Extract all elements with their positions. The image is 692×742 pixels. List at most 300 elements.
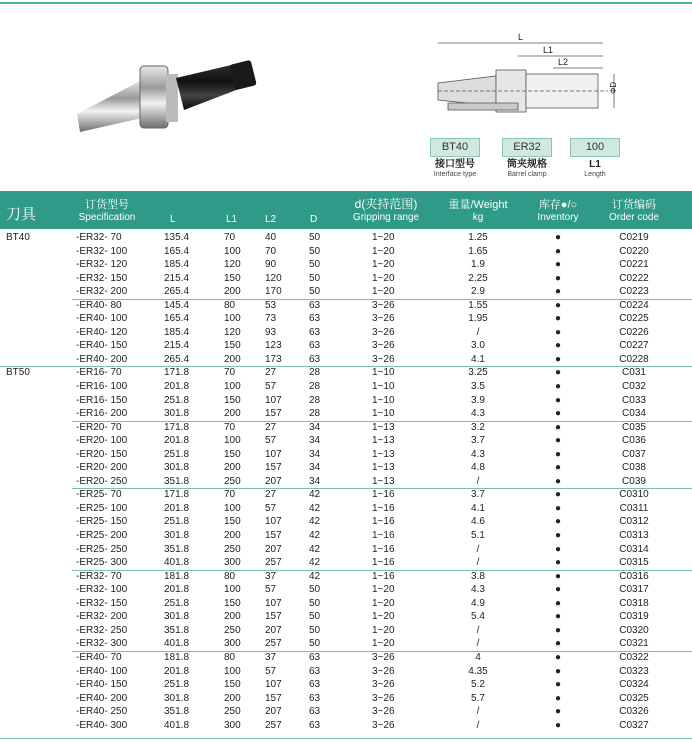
cell-L2: 107 (265, 394, 282, 406)
cell-code: C0312 (619, 516, 649, 528)
cell-code: C034 (622, 408, 646, 420)
cell-L1: 300 (224, 557, 241, 569)
cell-L1: 100 (224, 245, 241, 257)
cell-L1: 300 (224, 638, 241, 650)
cell-grip: 1~10 (372, 394, 395, 406)
cell-code: C0327 (619, 719, 649, 731)
cell-L: 301.8 (164, 611, 190, 623)
cell-inv: ● (554, 679, 562, 691)
cell-D: 50 (309, 245, 321, 257)
cell-L: 171.8 (164, 489, 190, 501)
top-rule (0, 2, 692, 4)
cell-grip: 1~10 (372, 408, 395, 420)
cell-grip: 1~16 (372, 557, 395, 569)
cell-L: 301.8 (164, 692, 190, 704)
table-row (0, 705, 692, 719)
cell-wt: 4.8 (471, 462, 485, 474)
cell-spec: -ER40- 80 (76, 299, 122, 311)
cell-L1: 70 (224, 489, 236, 501)
cell-code: C0322 (619, 651, 649, 663)
cell-wt: 3.9 (471, 394, 485, 406)
table-row (0, 421, 692, 435)
cell-wt: 1.95 (468, 313, 488, 325)
table-row (0, 719, 692, 733)
cell-L2: 157 (265, 611, 282, 623)
cell-inv: ● (554, 421, 562, 433)
cell-L2: 57 (265, 584, 277, 596)
table-row (0, 272, 692, 286)
table-row (0, 556, 692, 570)
dimension-diagram (418, 28, 628, 128)
cell-spec: -ER32- 250 (76, 624, 128, 636)
cell-L1: 200 (224, 408, 241, 420)
cell-wt: / (476, 557, 480, 569)
table-row (0, 299, 692, 313)
cell-code: C0323 (619, 665, 649, 677)
cell-spec: -ER20- 100 (76, 435, 128, 447)
cell-D: 63 (309, 679, 321, 691)
cell-L: 301.8 (164, 462, 190, 474)
cell-L1: 150 (224, 448, 241, 460)
table-row (0, 637, 692, 651)
cell-grip: 3~26 (372, 651, 395, 663)
cell-L: 351.8 (164, 706, 190, 718)
cell-L: 251.8 (164, 394, 190, 406)
cell-L1: 250 (224, 475, 241, 487)
cell-spec: -ER20- 70 (76, 421, 122, 433)
cell-inv: ● (554, 557, 562, 569)
cell-D: 63 (309, 692, 321, 704)
cell-L1: 250 (224, 543, 241, 555)
cell-code: C0219 (619, 232, 649, 243)
table-row (0, 651, 692, 665)
cell-L1: 200 (224, 462, 241, 474)
cell-inv: ● (554, 313, 562, 325)
cell-inv: ● (554, 232, 562, 243)
cell-spec: -ER40- 300 (76, 719, 128, 731)
cell-code: C0311 (619, 502, 649, 514)
cell-spec: -ER32- 100 (76, 584, 128, 596)
cell-inv: ● (554, 611, 562, 623)
cell-L2: 57 (265, 381, 277, 393)
cell-L2: 107 (265, 597, 282, 609)
cell-wt: 3.7 (471, 489, 485, 501)
cell-L2: 157 (265, 530, 282, 542)
table-row (0, 285, 692, 299)
cell-spec: -ER32- 200 (76, 286, 128, 298)
cell-L2: 73 (265, 313, 277, 325)
cell-L1: 70 (224, 232, 236, 243)
cell-grip: 3~26 (372, 679, 395, 691)
cell-inv: ● (554, 692, 562, 704)
cell-L: 351.8 (164, 624, 190, 636)
table-row (0, 475, 692, 489)
cell-inv: ● (554, 502, 562, 514)
cell-L2: 57 (265, 435, 277, 447)
cell-D: 42 (309, 543, 321, 555)
header-weight-en: kg (472, 212, 484, 223)
cell-L: 215.4 (164, 340, 190, 352)
cell-L2: 157 (265, 692, 282, 704)
cell-code: C0319 (619, 611, 649, 623)
header-inventory-cn: 库存●/○ (538, 199, 578, 211)
header-L: L (170, 214, 176, 225)
cell-D: 28 (309, 408, 321, 420)
cell-L2: 107 (265, 679, 282, 691)
cell-D: 42 (309, 557, 321, 569)
cell-L2: 27 (265, 489, 277, 501)
cell-L: 215.4 (164, 272, 190, 284)
cell-L2: 37 (265, 570, 277, 582)
cell-L2: 27 (265, 421, 277, 433)
cell-grip: 1~20 (372, 624, 395, 636)
cell-L1: 200 (224, 530, 241, 542)
cell-L: 351.8 (164, 543, 190, 555)
cell-wt: 1.55 (468, 299, 488, 311)
cell-inv: ● (554, 543, 562, 555)
cell-L: 301.8 (164, 530, 190, 542)
cell-inv: ● (554, 516, 562, 528)
cell-wt: / (476, 543, 480, 555)
cell-spec: -ER20- 150 (76, 448, 128, 460)
cell-D: 63 (309, 299, 321, 311)
table-row (0, 380, 692, 394)
cell-wt: 4 (475, 651, 481, 663)
cell-wt: 5.7 (471, 692, 485, 704)
cell-L1: 250 (224, 624, 241, 636)
cell-inv: ● (554, 340, 562, 352)
cell-spec: -ER25- 250 (76, 543, 128, 555)
cell-grip: 1~10 (372, 381, 395, 393)
cell-L2: 257 (265, 557, 282, 569)
cell-L2: 257 (265, 719, 282, 731)
cell-code: C0220 (619, 245, 649, 257)
cell-L: 165.4 (164, 245, 190, 257)
cell-D: 50 (309, 611, 321, 623)
cell-wt: 5.4 (471, 611, 485, 623)
cell-wt: / (476, 475, 480, 487)
cell-L2: 170 (265, 286, 282, 298)
cell-wt: 4.35 (468, 665, 488, 677)
cell-spec: -ER32- 150 (76, 597, 128, 609)
cell-D: 34 (309, 421, 321, 433)
cell-spec: -ER32- 70 (76, 570, 122, 582)
cell-L1: 80 (224, 570, 236, 582)
cell-L2: 120 (265, 272, 282, 284)
cell-D: 63 (309, 719, 321, 731)
cell-spec: -ER20- 200 (76, 462, 128, 474)
cell-L2: 37 (265, 651, 277, 663)
cell-grip: 3~26 (372, 313, 395, 325)
cell-spec: -ER40- 100 (76, 313, 128, 325)
table-row (0, 407, 692, 421)
cell-L1: 100 (224, 502, 241, 514)
cell-L: 351.8 (164, 475, 190, 487)
cell-code: C033 (622, 394, 646, 406)
header-L2: L2 (265, 214, 277, 225)
diagram-label-D: ΦD (609, 81, 618, 94)
cell-D: 63 (309, 313, 321, 325)
header-D: D (310, 214, 318, 225)
cell-L: 181.8 (164, 651, 190, 663)
table-row (0, 339, 692, 353)
cell-L2: 57 (265, 665, 277, 677)
spec-caption-barrel: 筒夹规格 Barrel clamp (507, 159, 547, 178)
cell-L1: 150 (224, 516, 241, 528)
cell-L2: 207 (265, 624, 282, 636)
cell-code: C0221 (619, 259, 649, 271)
cell-L1: 100 (224, 584, 241, 596)
cell-inv: ● (554, 530, 562, 542)
cell-L1: 100 (224, 381, 241, 393)
table-header (0, 191, 692, 229)
cell-L2: 207 (265, 543, 282, 555)
cell-spec: -ER20- 250 (76, 475, 128, 487)
cell-D: 63 (309, 326, 321, 338)
cell-wt: 2.9 (471, 286, 485, 298)
cell-spec: -ER32- 100 (76, 245, 128, 257)
cell-code: C0223 (619, 286, 649, 298)
table-row (0, 515, 692, 529)
spec-box-length: 100 (570, 138, 620, 157)
cell-grip: 3~26 (372, 353, 395, 365)
cell-inv: ● (554, 489, 562, 501)
cell-D: 28 (309, 381, 321, 393)
cell-inv: ● (554, 570, 562, 582)
cell-L: 201.8 (164, 502, 190, 514)
table-row (0, 434, 692, 448)
cell-L: 135.4 (164, 232, 190, 243)
cell-code: C0224 (619, 299, 649, 311)
cell-spec: -ER32- 200 (76, 611, 128, 623)
cell-L1: 100 (224, 435, 241, 447)
cell-L: 265.4 (164, 353, 190, 365)
cell-code: C0321 (619, 638, 649, 650)
cell-spec: -ER16- 70 (76, 367, 122, 379)
cell-inv: ● (554, 597, 562, 609)
cell-D: 28 (309, 367, 321, 379)
cell-spec: -ER40- 100 (76, 665, 128, 677)
cell-wt: / (476, 326, 480, 338)
cell-L2: 207 (265, 475, 282, 487)
cell-L2: 93 (265, 326, 277, 338)
cell-L: 401.8 (164, 719, 190, 731)
cell-wt: 4.9 (471, 597, 485, 609)
cell-inv: ● (554, 353, 562, 365)
diagram-label-L1: L1 (543, 45, 554, 55)
cell-wt: 1.9 (471, 259, 485, 271)
cell-L1: 150 (224, 394, 241, 406)
cell-D: 42 (309, 516, 321, 528)
header-weight-cn: 重量/Weight (448, 199, 508, 211)
table-row (0, 583, 692, 597)
cell-code: C0326 (619, 706, 649, 718)
cell-wt: 4.3 (471, 448, 485, 460)
cell-grip: 1~20 (372, 259, 395, 271)
cell-code: C0310 (619, 489, 649, 501)
cell-L1: 150 (224, 340, 241, 352)
cell-spec: -ER16- 100 (76, 381, 128, 393)
cell-L: 201.8 (164, 381, 190, 393)
cell-L2: 107 (265, 448, 282, 460)
cell-inv: ● (554, 624, 562, 636)
spec-box-barrel: ER32 (502, 138, 552, 157)
cell-L1: 150 (224, 272, 241, 284)
cell-inv: ● (554, 475, 562, 487)
cell-D: 50 (309, 624, 321, 636)
cell-D: 50 (309, 259, 321, 271)
cell-type: BT40 (6, 232, 30, 243)
header-L1: L1 (226, 214, 238, 225)
cell-spec: -ER40- 70 (76, 651, 122, 663)
cell-grip: 3~26 (372, 326, 395, 338)
cell-L: 181.8 (164, 570, 190, 582)
table-row (0, 529, 692, 543)
cell-L1: 200 (224, 353, 241, 365)
cell-L: 251.8 (164, 516, 190, 528)
cell-grip: 3~26 (372, 719, 395, 731)
cell-grip: 1~16 (372, 502, 395, 514)
cell-grip: 3~26 (372, 299, 395, 311)
cell-spec: -ER32- 150 (76, 272, 128, 284)
cell-inv: ● (554, 719, 562, 731)
cell-spec: -ER40- 120 (76, 326, 128, 338)
cell-L: 171.8 (164, 421, 190, 433)
header-code-cn: 订货编码 (612, 199, 656, 211)
cell-D: 42 (309, 530, 321, 542)
cell-D: 50 (309, 232, 321, 243)
cell-inv: ● (554, 245, 562, 257)
cell-inv: ● (554, 286, 562, 298)
cell-D: 50 (309, 286, 321, 298)
cell-L1: 200 (224, 611, 241, 623)
cell-grip: 3~26 (372, 340, 395, 352)
cell-inv: ● (554, 367, 562, 379)
header-tool: 刀具 (6, 206, 37, 223)
cell-L1: 200 (224, 286, 241, 298)
cell-spec: -ER25- 300 (76, 557, 128, 569)
spec-caption-length: L1 Length (584, 159, 606, 178)
cell-L1: 120 (224, 326, 241, 338)
cell-grip: 1~20 (372, 232, 395, 243)
cell-grip: 1~20 (372, 611, 395, 623)
table-row (0, 692, 692, 706)
cell-code: C0318 (619, 597, 649, 609)
cell-code: C0226 (619, 326, 649, 338)
table-row (0, 665, 692, 679)
bottom-rule (0, 738, 692, 739)
cell-spec: -ER40- 200 (76, 692, 128, 704)
cell-wt: / (476, 719, 480, 731)
cell-D: 63 (309, 665, 321, 677)
cell-wt: 3.5 (471, 381, 485, 393)
cell-type: BT50 (6, 367, 30, 379)
cell-L: 301.8 (164, 408, 190, 420)
cell-L2: 107 (265, 516, 282, 528)
cell-grip: 1~16 (372, 570, 395, 582)
cell-inv: ● (554, 259, 562, 271)
cell-L2: 157 (265, 462, 282, 474)
cell-spec: -ER40- 250 (76, 706, 128, 718)
cell-grip: 1~16 (372, 543, 395, 555)
cell-inv: ● (554, 448, 562, 460)
cell-grip: 1~10 (372, 367, 395, 379)
cell-L2: 70 (265, 245, 277, 257)
cell-grip: 1~16 (372, 516, 395, 528)
cell-L1: 100 (224, 313, 241, 325)
cell-D: 42 (309, 489, 321, 501)
cell-L: 201.8 (164, 435, 190, 447)
cell-D: 50 (309, 272, 321, 284)
cell-grip: 1~13 (372, 462, 395, 474)
header-grip-cn: d(夹持范围) (354, 197, 418, 211)
cell-L1: 70 (224, 367, 236, 379)
cell-inv: ● (554, 299, 562, 311)
cell-wt: 4.3 (471, 584, 485, 596)
product-table (0, 231, 692, 732)
cell-L: 185.4 (164, 326, 190, 338)
cell-D: 63 (309, 651, 321, 663)
cell-wt: 3.7 (471, 435, 485, 447)
table-row (0, 502, 692, 516)
cell-wt: 5.2 (471, 679, 485, 691)
cell-L: 165.4 (164, 313, 190, 325)
cell-L1: 200 (224, 692, 241, 704)
cell-L2: 40 (265, 232, 277, 243)
cell-L1: 80 (224, 299, 236, 311)
cell-spec: -ER16- 200 (76, 408, 128, 420)
table-row (0, 231, 692, 245)
cell-inv: ● (554, 584, 562, 596)
cell-inv: ● (554, 394, 562, 406)
cell-inv: ● (554, 326, 562, 338)
cell-L: 265.4 (164, 286, 190, 298)
cell-code: C0320 (619, 624, 649, 636)
cell-code: C0325 (619, 692, 649, 704)
cell-spec: -ER40- 200 (76, 353, 128, 365)
table-row (0, 570, 692, 584)
table-row (0, 258, 692, 272)
cell-D: 34 (309, 475, 321, 487)
cell-code: C0314 (619, 543, 649, 555)
cell-wt: 1.65 (468, 245, 488, 257)
cell-L: 251.8 (164, 597, 190, 609)
cell-grip: 1~20 (372, 584, 395, 596)
table-row (0, 488, 692, 502)
cell-inv: ● (554, 638, 562, 650)
cell-grip: 3~26 (372, 665, 395, 677)
cell-spec: -ER16- 150 (76, 394, 128, 406)
cell-L: 401.8 (164, 638, 190, 650)
cell-spec: -ER32- 120 (76, 259, 128, 271)
cell-L1: 250 (224, 706, 241, 718)
cell-spec: -ER25- 100 (76, 502, 128, 514)
cell-code: C0228 (619, 353, 649, 365)
cell-wt: 3.0 (471, 340, 485, 352)
cell-L1: 80 (224, 651, 236, 663)
spec-box-interface: BT40 (430, 138, 480, 157)
table-row (0, 678, 692, 692)
cell-L: 251.8 (164, 679, 190, 691)
cell-wt: 3.2 (471, 421, 485, 433)
cell-wt: / (476, 706, 480, 718)
cell-grip: 1~20 (372, 638, 395, 650)
table-row (0, 366, 692, 380)
cell-grip: 1~16 (372, 530, 395, 542)
cell-code: C036 (622, 435, 646, 447)
table-row (0, 610, 692, 624)
cell-code: C0315 (619, 557, 649, 569)
